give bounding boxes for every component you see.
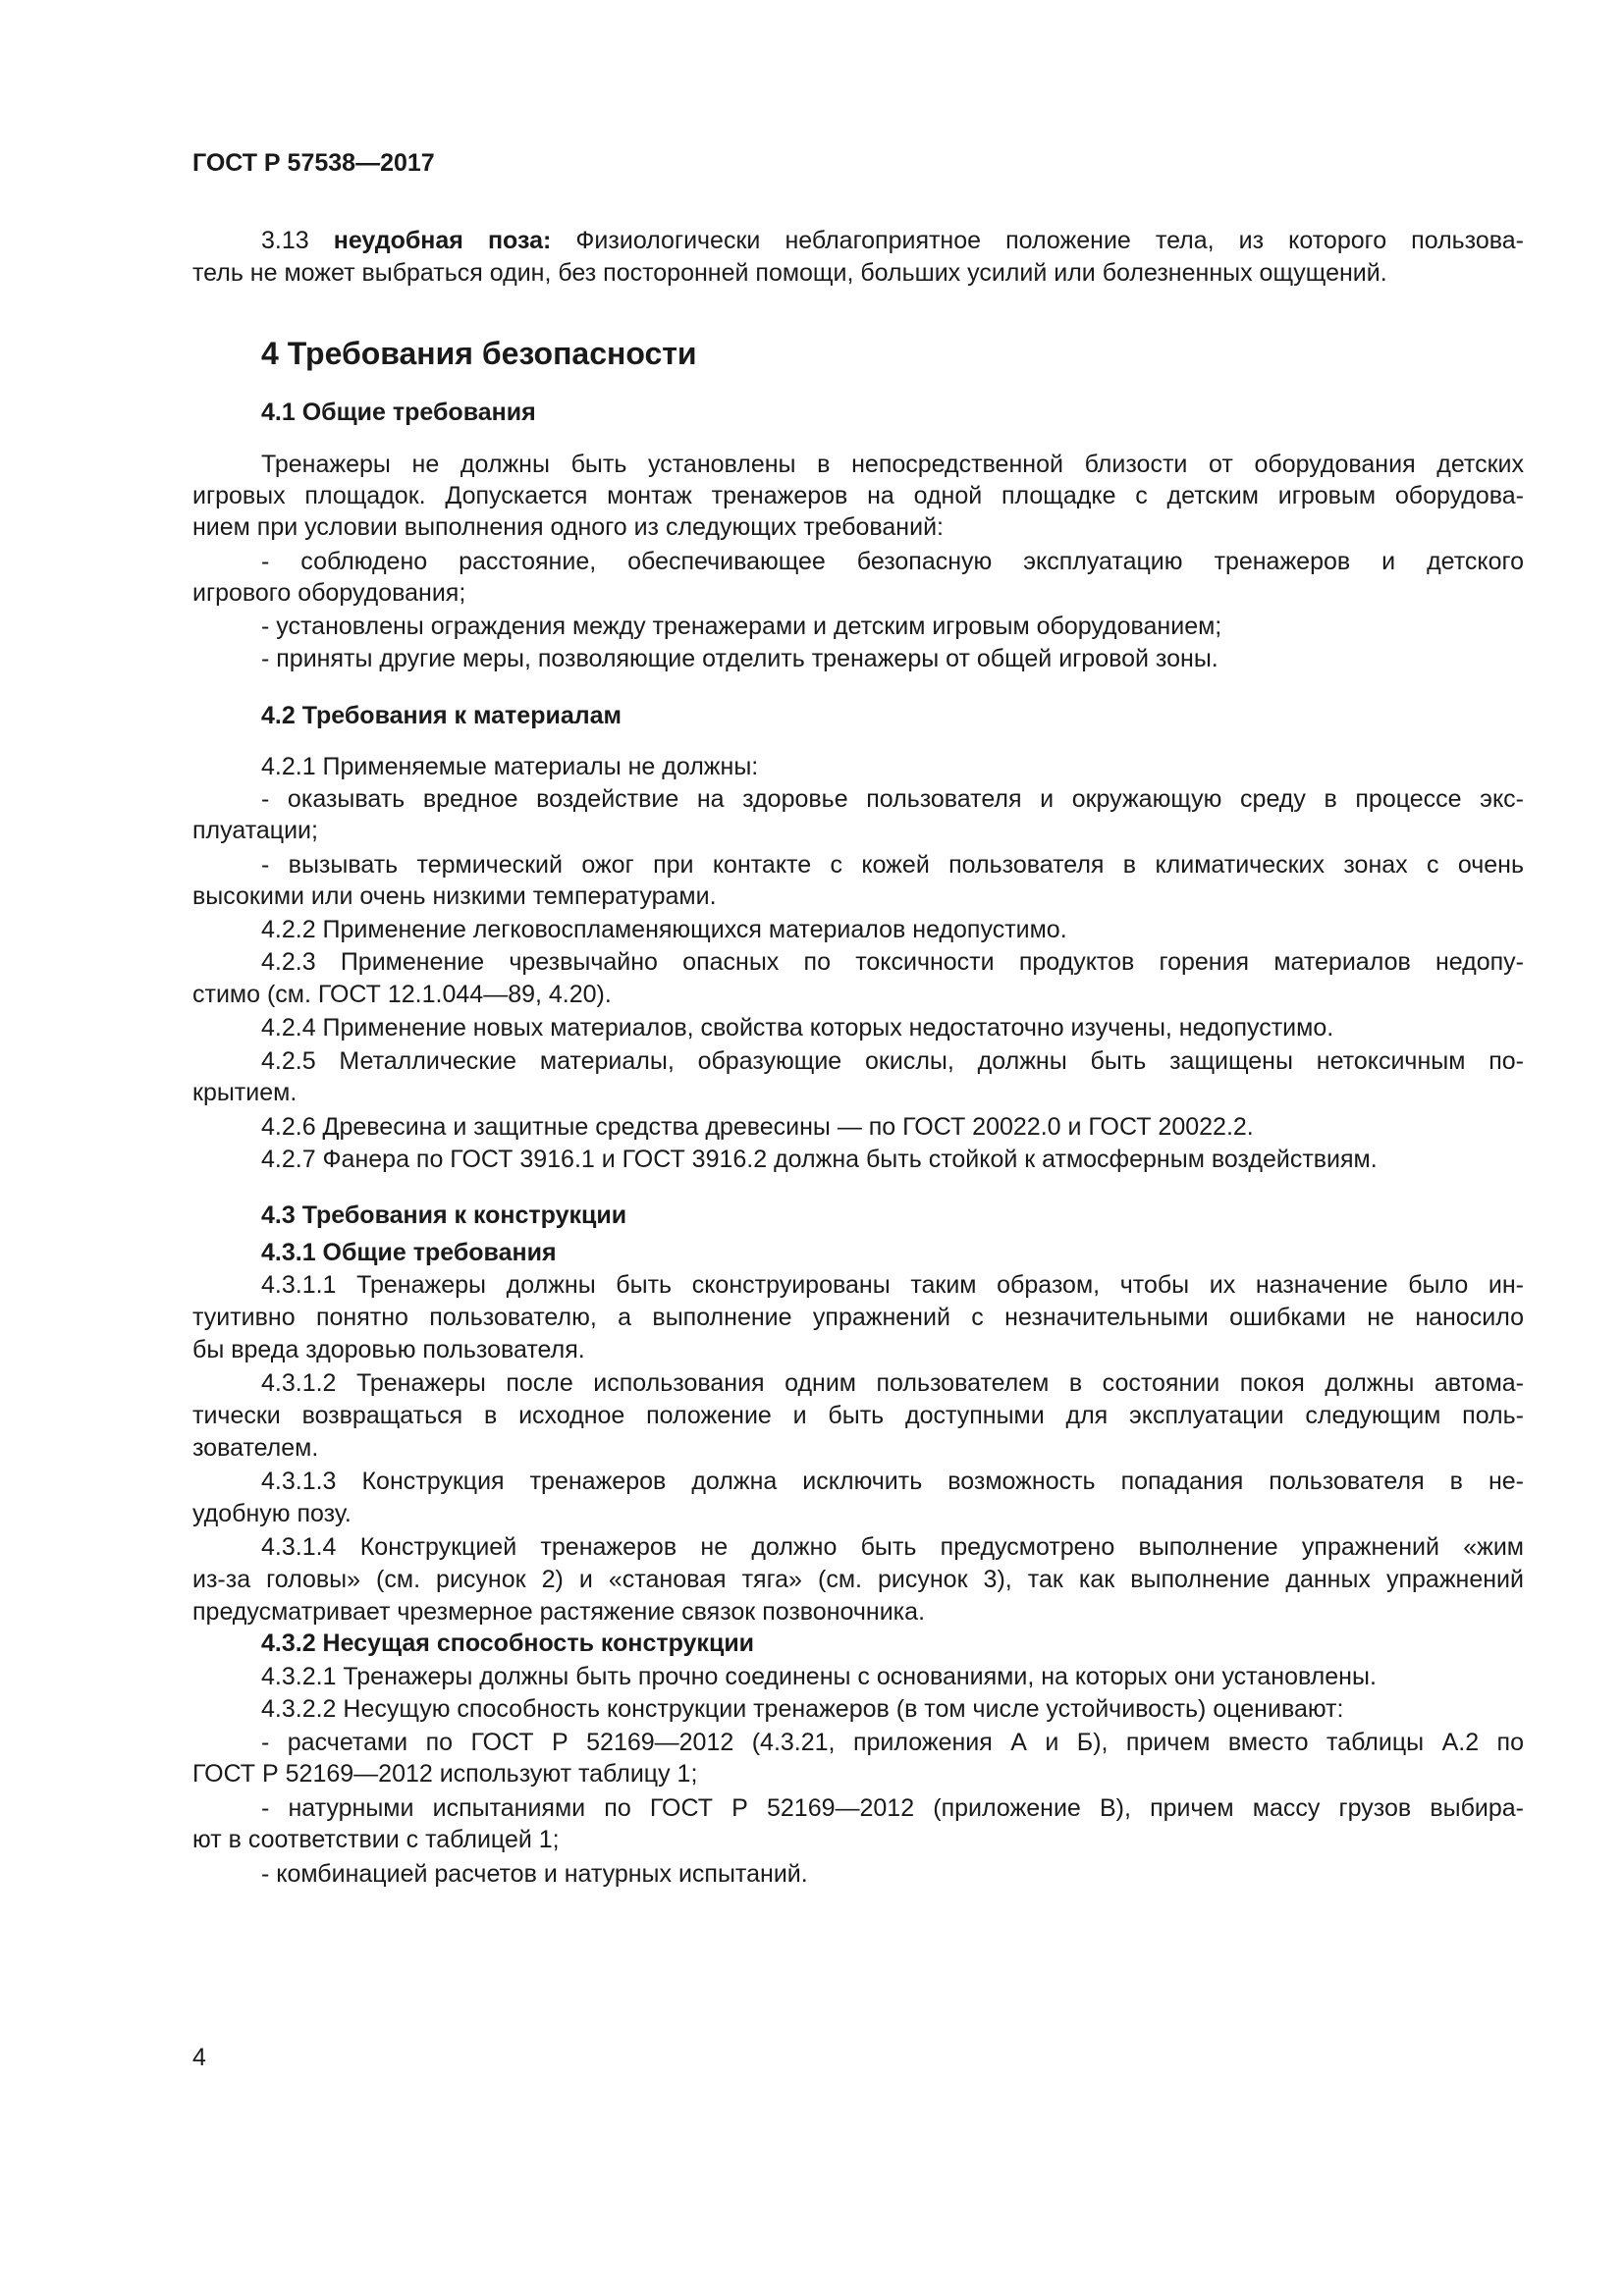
paragraph-line: 4.3.1.1 Тренажеры должны быть сконструированы таким образом, чтобы их назначение было ин-	[261, 1271, 1524, 1299]
paragraph-line: 4.2.4 Применение новых материалов, свойства которых недостаточно изучены, недопустимо.	[261, 1014, 1334, 1041]
paragraph-line: 4.2.7 Фанера по ГОСТ 3916.1 и ГОСТ 3916.2 должна быть стойкой к атмосферным воздействиям.	[261, 1146, 1378, 1173]
paragraph-line: 4.2.6 Древесина и защитные средства древесины — по ГОСТ 20022.0 и ГОСТ 20022.2.	[261, 1113, 1254, 1141]
definition-term: неудобная поза:	[333, 227, 552, 254]
section-4-1-heading: 4.1 Общие требования	[261, 399, 536, 426]
document-code-header: ГОСТ Р 57538—2017	[192, 149, 435, 177]
list-item: - установлены ограждения между тренажерами и детским игровым оборудованием;	[261, 613, 1222, 640]
paragraph-line: 4.2.2 Применение легковоспламеняющихся материалов недопустимо.	[261, 916, 1067, 943]
list-item: - приняты другие меры, позволяющие отделить тренажеры от общей игровой зоны.	[261, 645, 1218, 672]
list-item: - натурными испытаниями по ГОСТ Р 52169—2012 (приложение В), причем массу грузов выбира-	[261, 1794, 1524, 1822]
list-item: - комбинацией расчетов и натурных испытаний.	[261, 1860, 808, 1888]
paragraph-line: 4.2.5 Металлические материалы, образующие окислы, должны быть защищены нетоксичным по-	[261, 1047, 1524, 1075]
paragraph-line: 4.3.1.4 Конструкцией тренажеров не должно быть предусмотрено выполнение упражнений «жим	[261, 1533, 1524, 1561]
paragraph-line: 4.3.2.1 Тренажеры должны быть прочно соединены с основаниями, на которых они установлены.	[261, 1663, 1377, 1690]
list-item: - вызывать термический ожог при контакте с кожей пользователя в климатических зонах с очень	[261, 851, 1524, 879]
paragraph-line: плуатации;	[192, 817, 318, 844]
paragraph-line: высокими или очень низкими температурами.	[192, 882, 717, 910]
list-item: - расчетами по ГОСТ Р 52169—2012 (4.3.21, приложения А и Б), причем вместо таблицы А.2 по	[261, 1729, 1524, 1756]
paragraph-line: туитивно понятно пользователю, а выполнение упражнений с незначительными ошибками не наносило	[192, 1304, 1524, 1331]
definition-text: Физиологически неблагоприятное положение тела, из которого пользова-	[551, 227, 1525, 254]
paragraph-line: предусматривает чрезмерное растяжение связок позвоночника.	[192, 1598, 926, 1626]
paragraph-line: нием при условии выполнения одного из следующих требований:	[192, 513, 944, 541]
paragraph-line: 4.3.1.3 Конструкция тренажеров должна исключить возможность попадания пользователя в не-	[261, 1468, 1524, 1495]
paragraph-line: бы вреда здоровью пользователя.	[192, 1336, 585, 1363]
paragraph-line: игровых площадок. Допускается монтаж тренажеров на одной площадке с детским игровым оборудова-	[192, 482, 1524, 509]
section-4-3-2-heading: 4.3.2 Несущая способность конструкции	[261, 1629, 755, 1657]
paragraph-line: 4.2.1 Применяемые материалы не должны:	[261, 753, 759, 780]
paragraph-line: 4.2.3 Применение чрезвычайно опасных по токсичности продуктов горения материалов недопу-	[261, 948, 1524, 976]
section-4-3-1-heading: 4.3.1 Общие требования	[261, 1239, 557, 1266]
page-number: 4	[192, 2044, 206, 2071]
paragraph-line: тически возвращаться в исходное положение и быть доступными для эксплуатации следующим поль-	[192, 1402, 1524, 1429]
section-4-3-heading: 4.3 Требования к конструкции	[261, 1201, 627, 1229]
paragraph-line: ГОСТ Р 52169—2012 используют таблицу 1;	[192, 1760, 698, 1788]
paragraph-line: стимо (см. ГОСТ 12.1.044—89, 4.20).	[192, 981, 612, 1008]
paragraph-line: зователем.	[192, 1434, 319, 1462]
definition-3-13-line-2: тель не может выбраться один, без посторонней помощи, больших усилий или болезненных ощущений.	[192, 259, 1387, 287]
definition-3-13-line-1	[192, 226, 1524, 255]
section-4-heading: 4 Требования безопасности	[261, 336, 697, 371]
paragraph-line: удобную позу.	[192, 1500, 352, 1527]
paragraph-line: ют в соответствии с таблицей 1;	[192, 1826, 560, 1853]
paragraph-line: крытием.	[192, 1079, 298, 1106]
paragraph-line: из-за головы» (см. рисунок 2) и «становая тяга» (см. рисунок 3), так как выполнение данных упражнений	[192, 1566, 1524, 1593]
definition-number: 3.13	[261, 227, 334, 254]
paragraph-line: Тренажеры не должны быть установлены в непосредственной близости от оборудования детских	[261, 451, 1524, 478]
list-item: - оказывать вредное воздействие на здоровье пользователя и окружающую среду в процессе экс-	[261, 785, 1524, 813]
section-4-2-heading: 4.2 Требования к материалам	[261, 702, 623, 729]
paragraph-line: игрового оборудования;	[192, 579, 466, 607]
list-item: - соблюдено расстояние, обеспечивающее безопасную эксплуатацию тренажеров и детского	[261, 548, 1524, 575]
paragraph-line: 4.3.1.2 Тренажеры после использования одним пользователем в состоянии покоя должны автома-	[261, 1369, 1524, 1397]
paragraph-line: 4.3.2.2 Несущую способность конструкции тренажеров (в том числе устойчивость) оценивают:	[261, 1695, 1344, 1723]
